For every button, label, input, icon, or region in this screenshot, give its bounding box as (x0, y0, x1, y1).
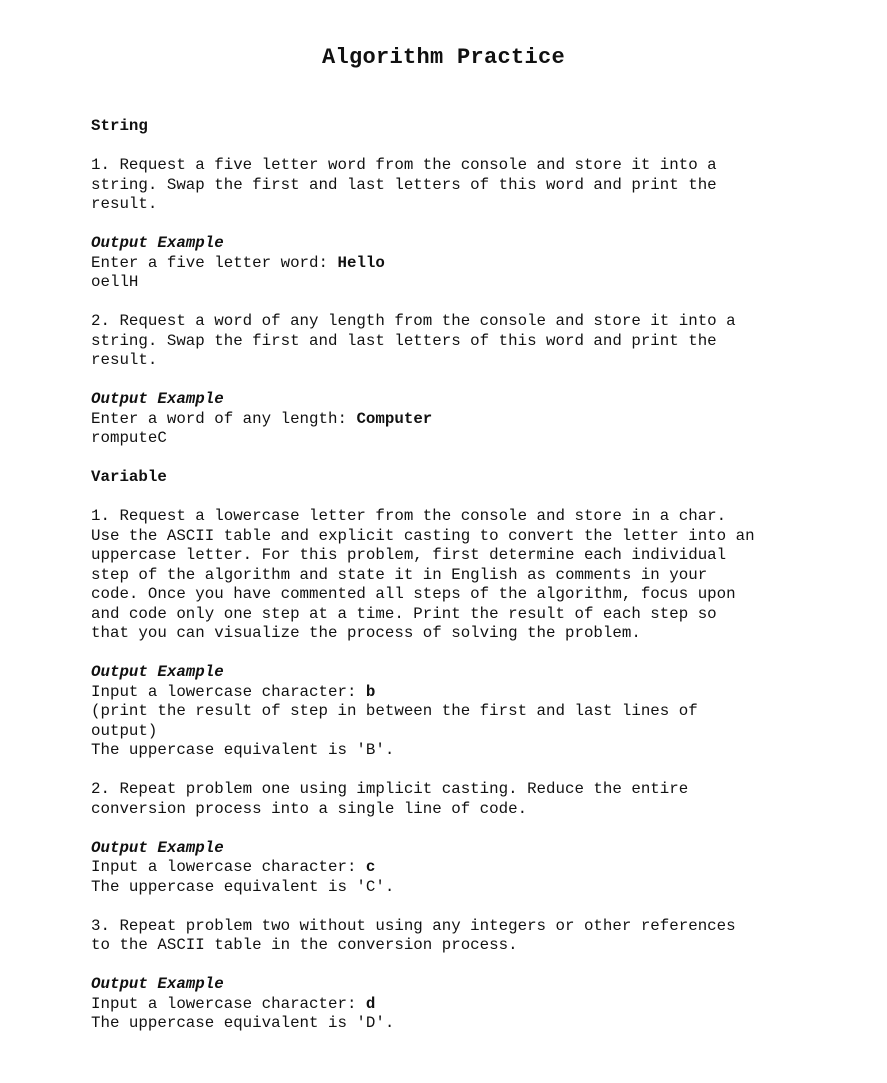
problem-variable-3 (91, 917, 811, 1034)
problem-text-line: 2. Repeat problem one using implicit casting. Reduce the entire (91, 780, 689, 798)
example-prompt: Input a lowercase character: (91, 682, 366, 701)
example-prompt-line (91, 254, 811, 274)
spacer (91, 488, 811, 508)
section-heading-variable: Variable (91, 468, 167, 486)
problem-text-line: to the ASCII table in the conversion process. (91, 936, 518, 954)
problem-string-1 (91, 156, 811, 293)
problem-string-2 (91, 312, 811, 449)
problem-text-line: string. Swap the first and last letters of this word and print the (91, 175, 717, 194)
problem-text-line: 2. Request a word of any length from the console and store it into a (91, 312, 736, 330)
spacer (91, 371, 811, 391)
example-prompt-line (91, 410, 811, 430)
output-example-label: Output Example (91, 663, 224, 681)
example-prompt: Enter a five letter word: (91, 253, 338, 272)
output-example-label: Output Example (91, 838, 224, 857)
problem-text-line: Use the ASCII table and explicit casting to convert the letter into an (91, 526, 755, 545)
example-output: romputeC (91, 429, 167, 447)
spacer (91, 215, 811, 235)
problem-variable-1 (91, 507, 811, 761)
example-output: The uppercase equivalent is 'D'. (91, 1014, 395, 1032)
problem-text-line: 1. Request a lowercase letter from the console and store in a char. (91, 507, 727, 525)
example-prompt-line (91, 858, 811, 878)
example-output: The uppercase equivalent is 'C'. (91, 877, 395, 896)
spacer (91, 293, 811, 313)
spacer (91, 449, 811, 469)
example-prompt: Enter a word of any length: (91, 409, 357, 428)
example-prompt-line (91, 683, 811, 703)
document-body (91, 117, 811, 1034)
problem-text-line: 1. Request a five letter word from the console and store it into a (91, 156, 717, 174)
example-note-line: (print the result of step in between the first and last lines of (91, 702, 698, 720)
example-prompt-line (91, 995, 811, 1015)
problem-text-line: that you can visualize the process of solving the problem. (91, 624, 641, 642)
problem-text-line: uppercase letter. For this problem, first determine each individual (91, 546, 727, 564)
page-title: Algorithm Practice (321, 45, 566, 70)
example-note-line: output) (91, 721, 158, 740)
example-output: oellH (91, 273, 139, 291)
problem-text-line: result. (91, 195, 158, 213)
spacer (91, 644, 811, 664)
spacer (91, 137, 811, 157)
problem-text-line: and code only one step at a time. Print the result of each step so (91, 604, 717, 623)
output-example-label: Output Example (91, 234, 224, 252)
problem-text-line: step of the algorithm and state it in English as comments in your (91, 565, 708, 584)
spacer (91, 761, 811, 781)
problem-text-line: string. Swap the first and last letters of this word and print the (91, 331, 717, 350)
section-heading-string: String (91, 117, 148, 135)
spacer (91, 897, 811, 917)
example-input: Hello (337, 253, 385, 272)
example-prompt: Input a lowercase character: (91, 858, 366, 876)
output-example-label: Output Example (91, 975, 224, 993)
spacer (91, 956, 811, 976)
example-input: d (365, 994, 376, 1013)
spacer (91, 819, 811, 839)
example-input: c (365, 858, 376, 876)
problem-text-line: result. (91, 351, 158, 369)
problem-text-line: code. Once you have commented all steps of the algorithm, focus upon (91, 585, 736, 603)
example-prompt: Input a lowercase character: (91, 994, 366, 1013)
problem-text-line: 3. Repeat problem two without using any integers or other references (91, 916, 736, 935)
example-output: The uppercase equivalent is 'B'. (91, 741, 395, 759)
example-input: Computer (356, 409, 433, 428)
output-example-label: Output Example (91, 390, 224, 408)
problem-variable-2 (91, 780, 811, 897)
problem-text-line: conversion process into a single line of code. (91, 799, 528, 818)
example-input: b (365, 682, 376, 701)
